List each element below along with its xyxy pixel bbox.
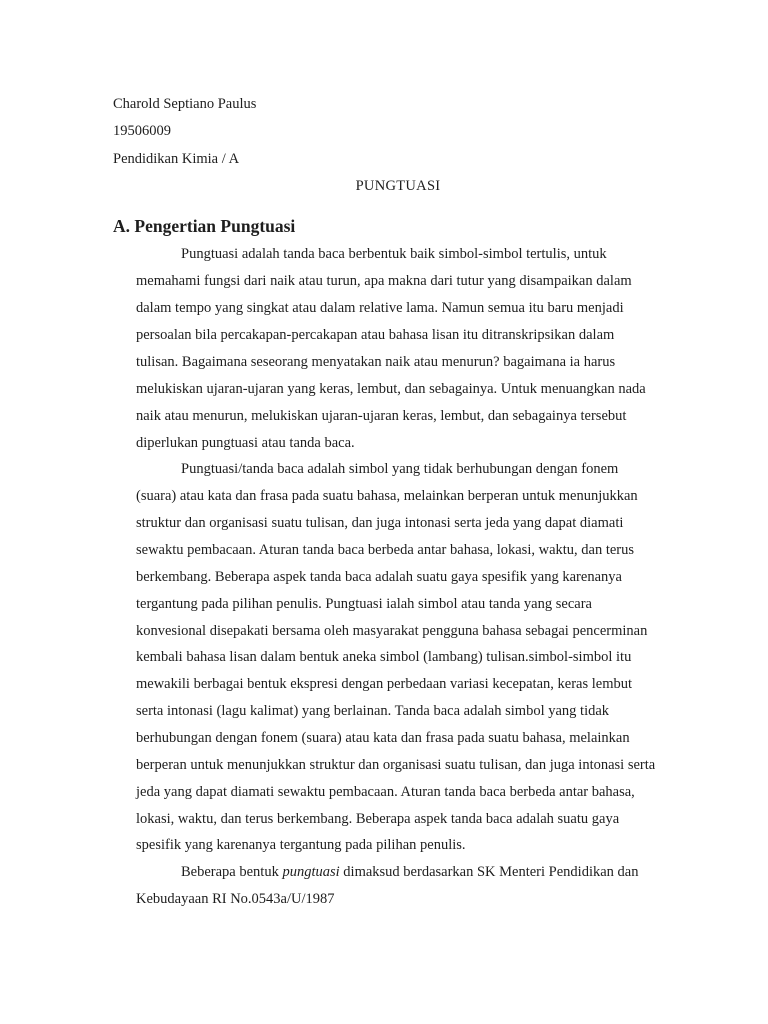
paragraph-2-line: jeda yang dapat diamati sewaktu pembacaan. Aturan tanda baca berbeda antar bahasa, xyxy=(136,784,635,800)
paragraph-2-line: spesifik yang karenanya tergantung pada pilihan penulis. xyxy=(136,837,466,853)
paragraph-1-line: naik atau menurun, melukiskan ujaran-ujaran keras, lembut, dan sebagainya tersebut xyxy=(136,408,627,424)
student-id: 19506009 xyxy=(113,123,171,139)
section-heading: A. Pengertian Pungtuasi xyxy=(113,216,296,236)
paragraph-1-line: Pungtuasi adalah tanda baca berbentuk baik simbol-simbol tertulis, untuk xyxy=(181,246,607,262)
paragraph-2-line: konvesional disepakati bersama oleh masyarakat pengguna bahasa sebagai pencerminan xyxy=(136,623,648,639)
paragraph-3-line xyxy=(181,863,638,881)
paragraph-2-line: kembali bahasa lisan dalam bentuk aneka simbol (lambang) tulisan.simbol-simbol itu xyxy=(136,649,632,665)
paragraph-2-line: berperan untuk menunjukkan struktur dan organisasi suatu tulisan, dan juga intonasi serta xyxy=(136,757,656,773)
paragraph-2-line: berkembang. Beberapa aspek tanda baca adalah suatu gaya spesifik yang karenanya xyxy=(136,569,622,585)
paragraph-2-line: struktur dan organisasi suatu tulisan, dan juga intonasi serta jeda yang dapat diamati xyxy=(136,515,624,531)
paragraph-1-line: diperlukan pungtuasi atau tanda baca. xyxy=(136,435,355,451)
paragraph-3-text: dimaksud berdasarkan SK Menteri Pendidikan dan xyxy=(339,864,639,880)
study-program: Pendidikan Kimia / A xyxy=(113,151,240,167)
paragraph-2-line: (suara) atau kata dan frasa pada suatu bahasa, melainkan berperan untuk menunjukkan xyxy=(136,488,638,504)
paragraph-2-line: tergantung pada pilihan penulis. Pungtuasi ialah simbol atau tanda yang secara xyxy=(136,596,592,612)
paragraph-3-text: Beberapa bentuk xyxy=(181,864,283,880)
paragraph-2-line: Pungtuasi/tanda baca adalah simbol yang tidak berhubungan dengan fonem xyxy=(181,461,619,477)
paragraph-3-line: Kebudayaan RI No.0543a/U/1987 xyxy=(136,891,335,907)
paragraph-1-line: memahami fungsi dari naik atau turun, apa makna dari tutur yang disampaikan dalam xyxy=(136,273,632,289)
paragraph-2-line: mewakili berbagai bentuk ekspresi dengan perbedaan variasi kecepatan, keras lembut xyxy=(136,676,633,692)
paragraph-1-line: dalam tempo yang singkat atau dalam relative lama. Namun semua itu baru menjadi xyxy=(136,300,624,316)
document-title: PUNGTUASI xyxy=(355,178,441,194)
paragraph-1-line: melukiskan ujaran-ujaran yang keras, lembut, dan sebagainya. Untuk menuangkan nada xyxy=(136,381,646,397)
paragraph-2-line: sewaktu pembacaan. Aturan tanda baca berbeda antar bahasa, lokasi, waktu, dan terus xyxy=(136,542,635,558)
paragraph-2-line: serta intonasi (lagu kalimat) yang berlainan. Tanda baca adalah simbol yang tidak xyxy=(136,703,610,719)
paragraph-3-italic-term: pungtuasi xyxy=(282,864,340,880)
paragraph-1-line: tulisan. Bagaimana seseorang menyatakan naik atau menurun? bagaimana ia harus xyxy=(136,354,616,370)
author-name: Charold Septiano Paulus xyxy=(113,96,257,112)
paragraph-2-line: lokasi, waktu, dan terus berkembang. Beberapa aspek tanda baca adalah suatu gaya xyxy=(136,811,620,827)
paragraph-1-line: persoalan bila percakapan-percakapan atau bahasa lisan itu ditranskripsikan dalam xyxy=(136,327,615,343)
paragraph-2-line: berhubungan dengan fonem (suara) atau kata dan frasa pada suatu bahasa, melainkan xyxy=(136,730,630,746)
